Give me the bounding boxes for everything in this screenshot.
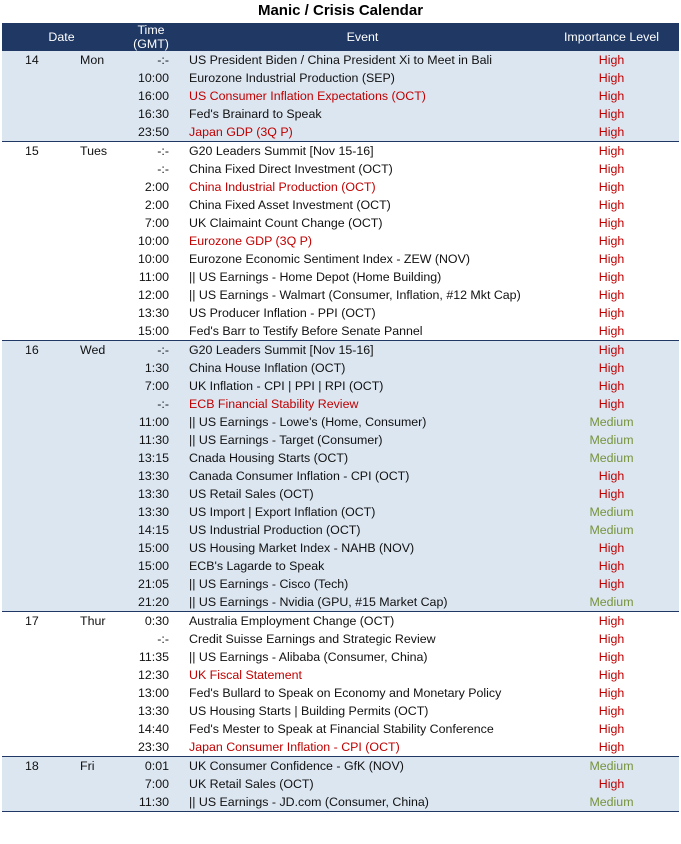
day-number — [2, 738, 64, 757]
event-name: Eurozone GDP (3Q P) — [181, 232, 544, 250]
event-time: 13:30 — [121, 702, 181, 720]
day-of-week — [64, 775, 121, 793]
day-number — [2, 123, 64, 142]
day-of-week — [64, 395, 121, 413]
table-row — [2, 793, 679, 811]
importance-level: High — [544, 775, 679, 793]
day-number — [2, 431, 64, 449]
day-number: 14 — [2, 51, 64, 69]
day-of-week: Tues — [64, 142, 121, 161]
table-row — [2, 720, 679, 738]
table-row — [2, 268, 679, 286]
event-time: 12:00 — [121, 286, 181, 304]
day-of-week — [64, 666, 121, 684]
day-of-week — [64, 160, 121, 178]
day-of-week — [64, 123, 121, 142]
event-name: US President Biden / China President Xi to Meet in Bali — [181, 51, 544, 69]
day-of-week — [64, 196, 121, 214]
header-importance: Importance Level — [544, 23, 679, 51]
table-row — [2, 630, 679, 648]
importance-level: High — [544, 123, 679, 142]
day-of-week — [64, 214, 121, 232]
table-row — [2, 160, 679, 178]
event-time: 13:30 — [121, 467, 181, 485]
day-number — [2, 467, 64, 485]
table-row — [2, 178, 679, 196]
day-number — [2, 322, 64, 341]
event-name: || US Earnings - Lowe's (Home, Consumer) — [181, 413, 544, 431]
day-number — [2, 521, 64, 539]
table-row — [2, 286, 679, 304]
day-of-week — [64, 413, 121, 431]
day-number — [2, 359, 64, 377]
importance-level: High — [544, 648, 679, 666]
event-time: -:- — [121, 51, 181, 69]
importance-level: High — [544, 720, 679, 738]
importance-level: High — [544, 214, 679, 232]
event-name: || US Earnings - Cisco (Tech) — [181, 575, 544, 593]
event-time: 13:30 — [121, 485, 181, 503]
day-of-week — [64, 467, 121, 485]
event-time: 1:30 — [121, 359, 181, 377]
table-row — [2, 485, 679, 503]
importance-level: High — [544, 69, 679, 87]
event-name: G20 Leaders Summit [Nov 15-16] — [181, 142, 544, 161]
table-row — [2, 105, 679, 123]
day-number — [2, 87, 64, 105]
event-name: Credit Suisse Earnings and Strategic Review — [181, 630, 544, 648]
day-of-week — [64, 684, 121, 702]
event-time: 15:00 — [121, 322, 181, 341]
day-number: 16 — [2, 341, 64, 360]
event-name: US Consumer Inflation Expectations (OCT) — [181, 87, 544, 105]
event-time: 13:15 — [121, 449, 181, 467]
event-name: Japan Consumer Inflation - CPI (OCT) — [181, 738, 544, 757]
day-of-week — [64, 557, 121, 575]
day-number — [2, 105, 64, 123]
event-time: 14:40 — [121, 720, 181, 738]
table-row — [2, 612, 679, 631]
day-of-week — [64, 521, 121, 539]
event-name: UK Consumer Confidence - GfK (NOV) — [181, 757, 544, 776]
calendar-title: Manic / Crisis Calendar — [257, 2, 424, 19]
table-row — [2, 142, 679, 161]
event-name: ECB's Lagarde to Speak — [181, 557, 544, 575]
table-row — [2, 322, 679, 341]
importance-level: Medium — [544, 757, 679, 776]
importance-level: High — [544, 666, 679, 684]
day-number — [2, 793, 64, 811]
table-row — [2, 449, 679, 467]
event-time: -:- — [121, 630, 181, 648]
day-of-week: Fri — [64, 757, 121, 776]
day-number — [2, 160, 64, 178]
event-time: 12:30 — [121, 666, 181, 684]
table-row — [2, 648, 679, 666]
day-of-week — [64, 232, 121, 250]
event-time: -:- — [121, 160, 181, 178]
event-name: China Fixed Direct Investment (OCT) — [181, 160, 544, 178]
day-number: 15 — [2, 142, 64, 161]
importance-level: High — [544, 377, 679, 395]
day-of-week — [64, 793, 121, 811]
header-row — [2, 23, 679, 51]
event-name: US Housing Starts | Building Permits (OCT) — [181, 702, 544, 720]
table-row — [2, 684, 679, 702]
event-time: 11:30 — [121, 431, 181, 449]
event-name: US Housing Market Index - NAHB (NOV) — [181, 539, 544, 557]
importance-level: Medium — [544, 449, 679, 467]
day-of-week — [64, 377, 121, 395]
table-row — [2, 395, 679, 413]
day-number — [2, 539, 64, 557]
table-row — [2, 232, 679, 250]
day-number — [2, 69, 64, 87]
event-time: -:- — [121, 341, 181, 360]
importance-level: High — [544, 575, 679, 593]
day-of-week — [64, 250, 121, 268]
event-time: 0:01 — [121, 757, 181, 776]
event-time: -:- — [121, 395, 181, 413]
importance-level: Medium — [544, 593, 679, 612]
day-of-week: Wed — [64, 341, 121, 360]
importance-level: High — [544, 268, 679, 286]
day-number: 18 — [2, 757, 64, 776]
table-row — [2, 575, 679, 593]
day-number — [2, 268, 64, 286]
event-time: 13:30 — [121, 503, 181, 521]
event-name: Eurozone Industrial Production (SEP) — [181, 69, 544, 87]
event-name: UK Retail Sales (OCT) — [181, 775, 544, 793]
event-name: || US Earnings - Nvidia (GPU, #15 Market Cap) — [181, 593, 544, 612]
day-of-week — [64, 720, 121, 738]
day-of-week — [64, 87, 121, 105]
day-of-week — [64, 648, 121, 666]
event-name: G20 Leaders Summit [Nov 15-16] — [181, 341, 544, 360]
importance-level: High — [544, 612, 679, 631]
event-time: -:- — [121, 142, 181, 161]
header-event: Event — [181, 23, 544, 51]
event-name: || US Earnings - Target (Consumer) — [181, 431, 544, 449]
importance-level: High — [544, 341, 679, 360]
table-row — [2, 304, 679, 322]
table-row — [2, 51, 679, 69]
table-bottom-border — [2, 811, 679, 812]
importance-level: High — [544, 232, 679, 250]
day-of-week — [64, 359, 121, 377]
event-time: 16:00 — [121, 87, 181, 105]
day-of-week — [64, 449, 121, 467]
day-of-week — [64, 105, 121, 123]
event-name: Australia Employment Change (OCT) — [181, 612, 544, 631]
event-name: US Retail Sales (OCT) — [181, 485, 544, 503]
event-name: Fed's Brainard to Speak — [181, 105, 544, 123]
event-name: China House Inflation (OCT) — [181, 359, 544, 377]
importance-level: High — [544, 196, 679, 214]
importance-level: High — [544, 557, 679, 575]
event-time: 11:35 — [121, 648, 181, 666]
table-row — [2, 738, 679, 757]
day-of-week — [64, 268, 121, 286]
event-time: 11:30 — [121, 793, 181, 811]
event-time: 23:50 — [121, 123, 181, 142]
event-name: Fed's Bullard to Speak on Economy and Monetary Policy — [181, 684, 544, 702]
day-number — [2, 196, 64, 214]
table-row — [2, 359, 679, 377]
table-row — [2, 69, 679, 87]
day-number — [2, 413, 64, 431]
importance-level: High — [544, 630, 679, 648]
header-date: Date — [2, 23, 121, 51]
day-number — [2, 449, 64, 467]
event-time: 7:00 — [121, 775, 181, 793]
event-time: 7:00 — [121, 214, 181, 232]
event-name: Fed's Barr to Testify Before Senate Pannel — [181, 322, 544, 341]
table-row — [2, 196, 679, 214]
importance-level: High — [544, 738, 679, 757]
table-row — [2, 702, 679, 720]
day-of-week — [64, 630, 121, 648]
day-number — [2, 593, 64, 612]
event-time: 10:00 — [121, 232, 181, 250]
table-row — [2, 250, 679, 268]
day-of-week — [64, 702, 121, 720]
table-row — [2, 214, 679, 232]
table-row — [2, 87, 679, 105]
table-row — [2, 413, 679, 431]
day-number — [2, 178, 64, 196]
event-name: || US Earnings - JD.com (Consumer, China) — [181, 793, 544, 811]
day-of-week — [64, 322, 121, 341]
importance-level: Medium — [544, 431, 679, 449]
importance-level: High — [544, 684, 679, 702]
event-time: 0:30 — [121, 612, 181, 631]
importance-level: High — [544, 286, 679, 304]
day-of-week: Mon — [64, 51, 121, 69]
importance-level: Medium — [544, 503, 679, 521]
day-number — [2, 485, 64, 503]
importance-level: High — [544, 178, 679, 196]
importance-level: High — [544, 485, 679, 503]
event-name: Canada Consumer Inflation - CPI (OCT) — [181, 467, 544, 485]
table-row — [2, 775, 679, 793]
event-name: US Import | Export Inflation (OCT) — [181, 503, 544, 521]
calendar-body — [2, 51, 679, 811]
day-number — [2, 395, 64, 413]
event-time: 21:05 — [121, 575, 181, 593]
table-row — [2, 757, 679, 776]
event-time: 14:15 — [121, 521, 181, 539]
event-name: || US Earnings - Home Depot (Home Building) — [181, 268, 544, 286]
event-name: Eurozone Economic Sentiment Index - ZEW (NOV) — [181, 250, 544, 268]
importance-level: High — [544, 105, 679, 123]
day-of-week — [64, 431, 121, 449]
event-name: || US Earnings - Alibaba (Consumer, China) — [181, 648, 544, 666]
day-of-week — [64, 539, 121, 557]
event-time: 11:00 — [121, 413, 181, 431]
day-of-week: Thur — [64, 612, 121, 631]
event-time: 23:30 — [121, 738, 181, 757]
importance-level: High — [544, 322, 679, 341]
day-number — [2, 214, 64, 232]
day-number — [2, 286, 64, 304]
importance-level: High — [544, 160, 679, 178]
day-number — [2, 702, 64, 720]
day-of-week — [64, 575, 121, 593]
event-time: 2:00 — [121, 196, 181, 214]
event-name: US Industrial Production (OCT) — [181, 521, 544, 539]
day-number — [2, 630, 64, 648]
day-number — [2, 232, 64, 250]
event-name: China Fixed Asset Investment (OCT) — [181, 196, 544, 214]
event-time: 15:00 — [121, 539, 181, 557]
importance-level: Medium — [544, 521, 679, 539]
importance-level: High — [544, 467, 679, 485]
header-time: Time (GMT) — [121, 23, 181, 51]
importance-level: High — [544, 359, 679, 377]
calendar-table — [2, 23, 679, 811]
event-name: US Producer Inflation - PPI (OCT) — [181, 304, 544, 322]
table-row — [2, 503, 679, 521]
day-number — [2, 575, 64, 593]
importance-level: High — [544, 142, 679, 161]
event-time: 11:00 — [121, 268, 181, 286]
importance-level: High — [544, 304, 679, 322]
day-of-week — [64, 286, 121, 304]
event-time: 21:20 — [121, 593, 181, 612]
importance-level: High — [544, 250, 679, 268]
table-row — [2, 593, 679, 612]
table-row — [2, 123, 679, 142]
day-number — [2, 503, 64, 521]
event-name: ECB Financial Stability Review — [181, 395, 544, 413]
event-name: UK Claimaint Count Change (OCT) — [181, 214, 544, 232]
event-time: 16:30 — [121, 105, 181, 123]
table-row — [2, 377, 679, 395]
event-time: 10:00 — [121, 250, 181, 268]
event-time: 7:00 — [121, 377, 181, 395]
day-of-week — [64, 503, 121, 521]
event-name: || US Earnings - Walmart (Consumer, Inflation, #12 Mkt Cap) — [181, 286, 544, 304]
table-row — [2, 341, 679, 360]
importance-level: High — [544, 395, 679, 413]
day-number: 17 — [2, 612, 64, 631]
importance-level: High — [544, 539, 679, 557]
table-row — [2, 557, 679, 575]
event-time: 2:00 — [121, 178, 181, 196]
day-number — [2, 377, 64, 395]
importance-level: Medium — [544, 793, 679, 811]
day-of-week — [64, 485, 121, 503]
day-of-week — [64, 304, 121, 322]
event-time: 13:30 — [121, 304, 181, 322]
event-name: Japan GDP (3Q P) — [181, 123, 544, 142]
event-time: 15:00 — [121, 557, 181, 575]
event-name: UK Fiscal Statement — [181, 666, 544, 684]
table-row — [2, 539, 679, 557]
importance-level: Medium — [544, 413, 679, 431]
event-name: UK Inflation - CPI | PPI | RPI (OCT) — [181, 377, 544, 395]
day-number — [2, 557, 64, 575]
day-number — [2, 250, 64, 268]
importance-level: High — [544, 87, 679, 105]
day-number — [2, 304, 64, 322]
day-number — [2, 720, 64, 738]
day-number — [2, 666, 64, 684]
day-of-week — [64, 593, 121, 612]
day-number — [2, 775, 64, 793]
day-of-week — [64, 738, 121, 757]
day-number — [2, 648, 64, 666]
table-row — [2, 467, 679, 485]
importance-level: High — [544, 51, 679, 69]
day-number — [2, 684, 64, 702]
table-row — [2, 431, 679, 449]
event-name: China Industrial Production (OCT) — [181, 178, 544, 196]
table-row — [2, 666, 679, 684]
day-of-week — [64, 178, 121, 196]
event-time: 10:00 — [121, 69, 181, 87]
importance-level: High — [544, 702, 679, 720]
table-row — [2, 521, 679, 539]
event-name: Cnada Housing Starts (OCT) — [181, 449, 544, 467]
event-name: Fed's Mester to Speak at Financial Stability Conference — [181, 720, 544, 738]
day-of-week — [64, 69, 121, 87]
event-time: 13:00 — [121, 684, 181, 702]
